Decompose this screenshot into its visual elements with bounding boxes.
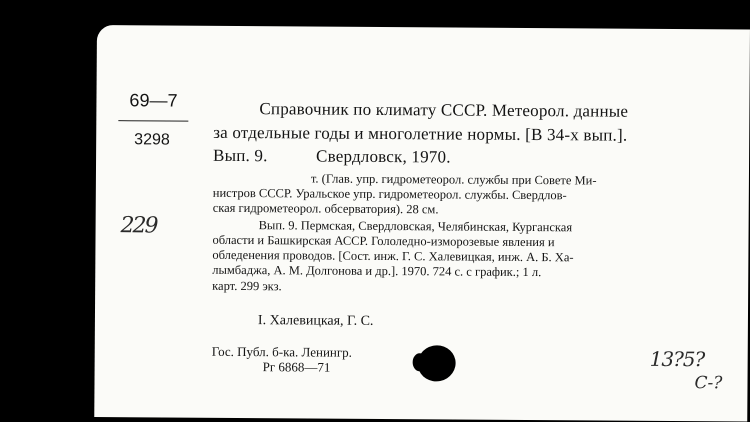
library-line-2: Рг 6868—71 <box>262 359 331 375</box>
imprint: Свердловск, 1970. <box>316 146 451 167</box>
volume-label: Вып. 9. <box>213 145 268 166</box>
inventory-number: 3298 <box>134 131 170 149</box>
note-line-3: ская гидрометеорол. обсерватория). 28 см. <box>212 200 439 217</box>
tracing-entry: I. Халевицкая, Г. С. <box>257 313 374 329</box>
desc-line-2: области и Башкирская АССР. Гололедно-изморозевые явления и <box>212 232 555 250</box>
ink-blot-edge <box>413 353 427 371</box>
note-line-2: нистров СССР. Уральское упр. гидрометеорол. службы. Свердлов- <box>212 185 567 203</box>
shelf-number: 69—7 <box>129 90 178 111</box>
catalog-card <box>94 25 750 422</box>
title-line-1: Справочник по климату СССР. Метеорол. данные <box>259 99 629 121</box>
handwritten-right-note-1: 13?5? <box>649 346 705 372</box>
desc-line-5: карт. 299 экз. <box>212 278 282 294</box>
desc-line-1: Вып. 9. Пермская, Свердловская, Челябинская, Курганская <box>258 218 573 235</box>
title-line-2: за отдельные годы и многолетние нормы. [В 34-х вып.]. <box>213 122 628 145</box>
note-line-1: т. (Глав. упр. гидрометеорол. службы при Совете Ми- <box>310 171 597 188</box>
shelf-divider <box>118 120 188 121</box>
handwritten-right-note-2: C-? <box>694 373 723 394</box>
handwritten-left-note: 229 <box>120 213 157 239</box>
library-line-1: Гос. Публ. б-ка. Ленингр. <box>211 343 353 360</box>
desc-line-4: лымбаджа, А. М. Долгонова и др.]. 1970. 724 с. с график.; 1 л. <box>212 262 542 280</box>
desc-line-3: обледенения проводов. [Сост. инж. Г. С. Халевицкая, инж. А. Б. Ха- <box>212 247 574 265</box>
